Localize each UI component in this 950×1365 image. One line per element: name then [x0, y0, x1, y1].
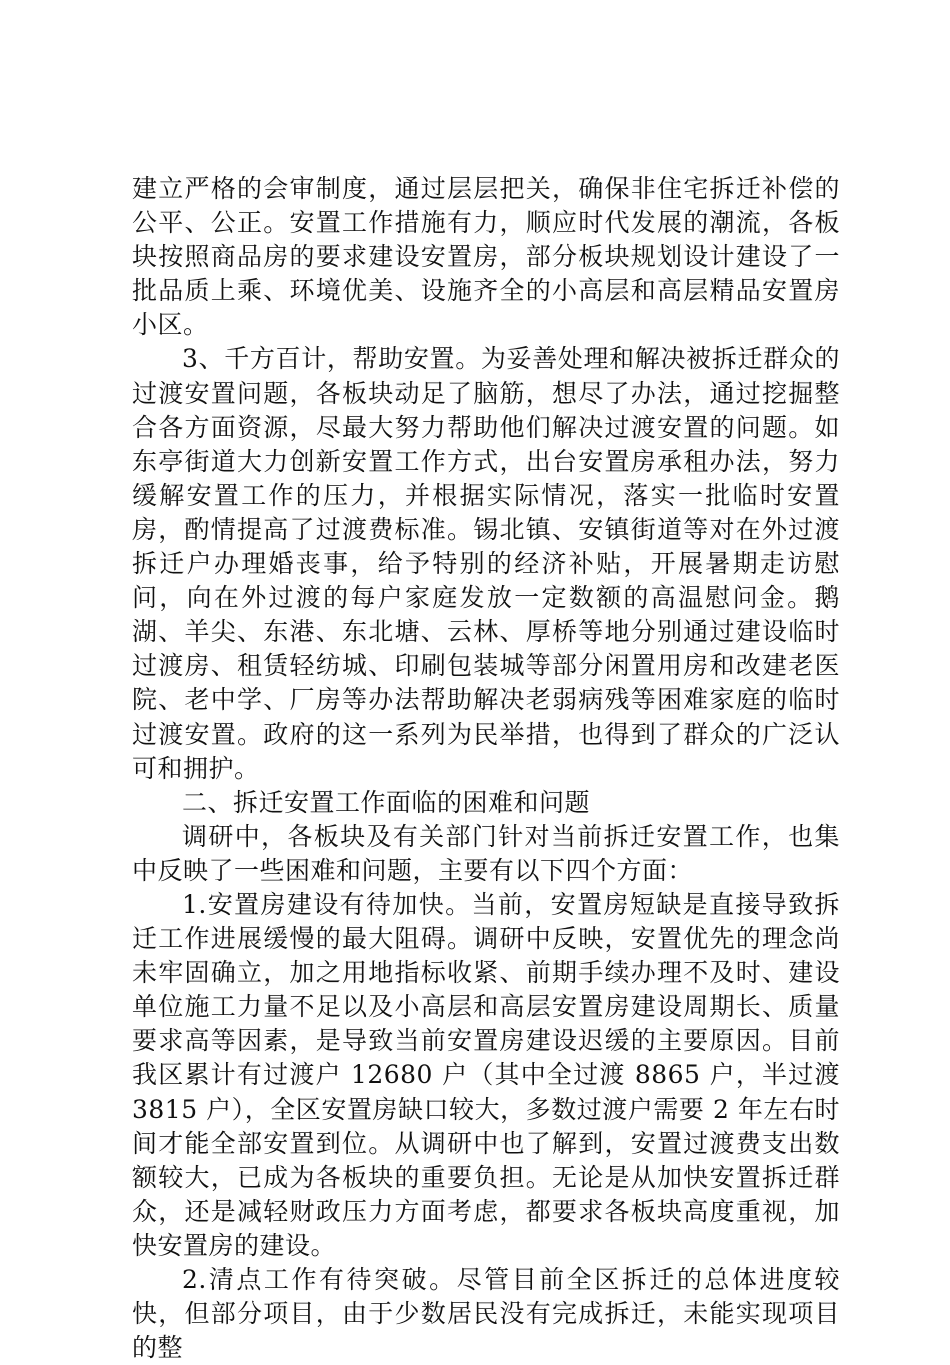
paragraph-housing-construction: 1.安置房建设有待加快。当前，安置房短缺是直接导致拆迁工作进展缓慢的最大阻碍。调研中反映，安置优先的理念尚未牢固确立，加之用地指标收紧、前期手续办理不及时、建设单位施工力量不足以及小高层和高层安置房建设周期长、质量要求高等因素，是导致当前安置房建设迟缓的主要原因。目前我区累计有过渡户 12680 户（其中全过渡 8865 户，半过渡 3815 户），全区安置房缺口较大，多数过渡户需要 2 年左右时间才能全部安置到位。从调研中也了解到，安置过渡费支出数额较大，已成为各板块的重要负担。无论是从加快安置拆迁群众，还是减轻财政压力方面考虑，都要求各板块高度重视，加快安置房的建设。 — [132, 889, 840, 1260]
section-heading-difficulties: 二、拆迁安置工作面临的困难和问题 — [182, 787, 591, 817]
paragraph-help-placement: 3、千方百计，帮助安置。为妥善处理和解决被拆迁群众的过渡安置问题，各板块动足了脑筋，想尽了办法，通过挖掘整合各方面资源，尽最大努力帮助他们解决过渡安置的问题。如东亭街道大力创新安置工作方式，出台安置房承租办法，努力缓解安置工作的压力，并根据实际情况，落实一批临时安置房，酌情提高了过渡费标准。锡北镇、安镇街道等对在外过渡拆迁户办理婚丧事，给予特别的经济补贴，开展暑期走访慰问，向在外过渡的每户家庭发放一定数额的高温慰问金。鹅湖、羊尖、东港、东北塘、云林、厚桥等地分别通过建设临时过渡房、租赁轻纺城、印刷包装城等部分闲置用房和改建老医院、老中学、厂房等办法帮助解决老弱病残等困难家庭的临时过渡安置。政府的这一系列为民举措，也得到了群众的广泛认可和拥护。 — [132, 344, 840, 783]
paragraph-placement-review: 建立严格的会审制度，通过层层把关，确保非住宅拆迁补偿的公平、公正。安置工作措施有力，顺应时代发展的潮流，各板块按照商品房的要求建设安置房，部分板块规划设计建设了一批品质上乘、环境优美、设施齐全的小高层和高层精品安置房小区。 — [132, 174, 840, 340]
paragraph-inventory-work: 2.清点工作有待突破。尽管目前全区拆迁的总体进度较快，但部分项目，由于少数居民没有完成拆迁，未能实现项目的整 — [132, 1265, 840, 1363]
paragraph-research-intro: 调研中，各板块及有关部门针对当前拆迁安置工作，也集中反映了一些困难和问题，主要有以下四个方面： — [132, 821, 840, 885]
document-body — [132, 172, 840, 1365]
